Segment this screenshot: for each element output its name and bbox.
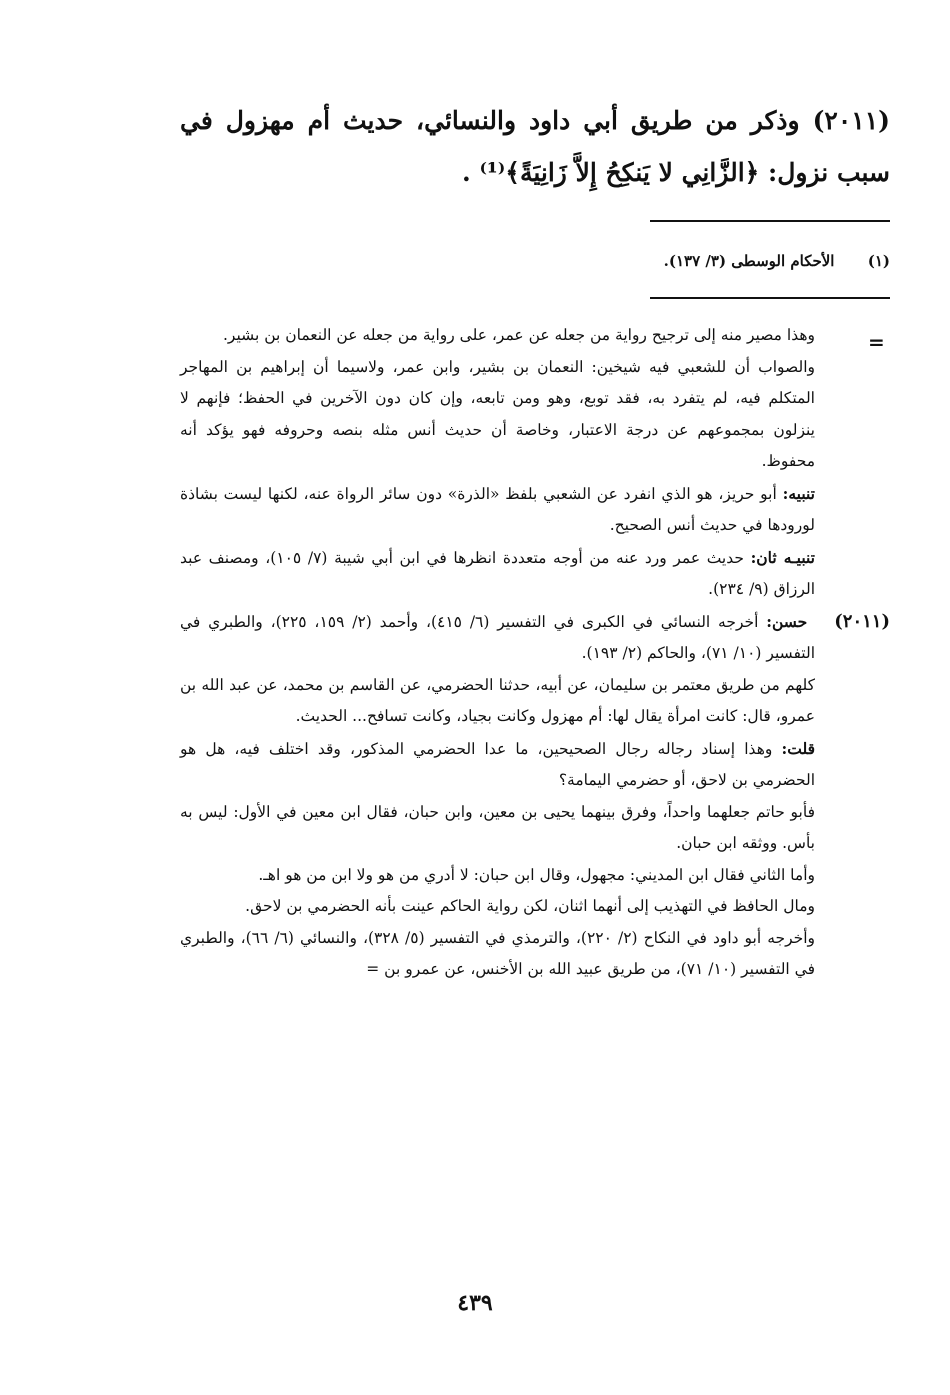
note-label: تنبيه: — [782, 483, 815, 503]
takhrij-text: أخرجه النسائي في الكبرى في التفسير (٦/ ٤١٥)، وأحمد (٢/ ١٥٩، ٢٢٥)، والطبري في التفسير (١٠/ ٧١)، والحاكم (٢/ ١٩٣). — [180, 612, 815, 662]
note-label: قلت: — [781, 738, 815, 758]
hadith-entry-number: (٢٠١١) — [834, 610, 890, 632]
note-text: حديث عمر ورد عنه من أوجه متعددة انظرها في ابن أبي شيبة (٧/ ١٠٥)، ومصنف عبد الرزاق (٩/ ٢٣٤). — [180, 548, 815, 598]
paragraph: وهذا مصير منه إلى ترجيح رواية من جعله عن عمر، على رواية من جعله عن النعمان بن بشير. — [222, 326, 815, 344]
footnote-separator — [650, 220, 890, 222]
footnote-text: الأحكام الوسطى (٣/ ١٣٧). — [663, 252, 835, 270]
hadith-entry — [180, 606, 890, 670]
note-text: وهذا إسناد رجاله رجال الصحيحين، ما عدا الحضرمي المذكور، وقد اختلف فيه، هل هو الحضرمي بن لاحق، أو حضرمي اليمامة؟ — [180, 739, 815, 789]
paragraph — [180, 542, 890, 606]
paragraph: وأما الثاني فقال ابن المديني: مجهول، وقال ابن حبان: لا أدري من هو ولا ابن من هو اهـ. — [258, 865, 815, 884]
continuation-mark: = — [868, 330, 885, 354]
grade-label: حسن: — [766, 611, 808, 631]
paragraph — [180, 478, 890, 542]
paragraph: والصواب أن للشعبي فيه شيخين: النعمان بن بشير، وابن عمر، ولاسيما أن إبراهيم بن المهاجر المتكلم فيه، لم يتفرد به، فقد توبع، وهو ومن تابعه، وإن كان دون الآخرين في الحفظ؛ فإنهم لا ينزلون بمجموعهم عن درجة الاعتبار، وخاصة أن حديث أنس مثله بنصه وحروفه فهو يؤكد أنه محفوظ. — [180, 357, 815, 470]
note-label: تنبيـه ثان: — [750, 547, 815, 567]
hadith-heading-text: وذكر من طريق أبي داود والنسائي، حديث أم مهزول في سبب نزول: ﴿الزَّانِي لا يَنكِحُ إِلاَّ زَانِيَةً﴾⁽¹⁾ . — [180, 106, 890, 187]
paragraph: كلهم من طريق معتمر بن سليمان، عن أبيه، حدثنا الحضرمي، عن القاسم بن محمد، عن عبد الله بن عمرو، قال: كانت امرأة يقال لها: أم مهزول وكانت بجياد، وكانت تسافح... الحديث. — [180, 675, 815, 725]
commentary-separator — [650, 297, 890, 299]
page-number: ٤٣٩ — [457, 1290, 493, 1316]
footnote — [180, 248, 890, 274]
commentary-body — [180, 320, 890, 986]
paragraph: وأخرجه أبو داود في النكاح (٢/ ٢٢٠)، والترمذي في التفسير (٥/ ٣٢٨)، والنسائي (٦/ ٦٦)، والطبري في التفسير (١٠/ ٧١)، من طريق عبيد الله بن الأخنس، عن عمرو بن = — [180, 928, 816, 978]
paragraph — [180, 733, 890, 797]
paragraph: ومال الحافظ في التهذيب إلى أنهما اثنان، لكن رواية الحاكم عينت بأنه الحضرمي بن لاحق. — [245, 897, 815, 915]
paragraph: فأبو حاتم جعلهما واحداً، وفرق بينهما يحيى بن معين، وابن حبان، فقال ابن معين في الأول: ليس به بأس. ووثقه ابن حبان. — [180, 802, 815, 852]
hadith-heading — [180, 95, 890, 199]
note-text: أبو حريز، هو الذي انفرد عن الشعبي بلفظ «الذرة» دون سائر الرواة عنه، لكنها ليست بشاذة لورودها في حديث أنس الصحيح. — [180, 484, 815, 534]
hadith-number: (٢٠١١) — [812, 106, 890, 135]
footnote-mark: (١) — [867, 252, 890, 270]
